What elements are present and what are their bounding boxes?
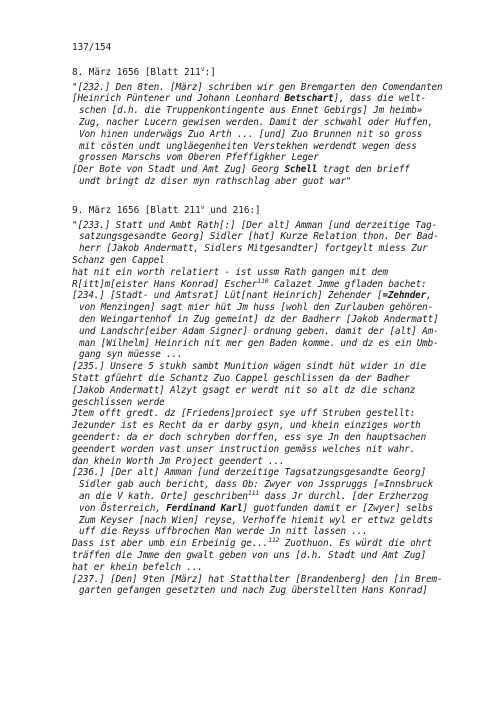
text-line	[79, 302, 433, 314]
text-run: geendert worden vast unser instruction gemäss welches nit wahr.	[72, 443, 416, 455]
text-run: [235.] Unsere 5 stukh sambt Munition wägen sindt hüt wider in die	[72, 361, 427, 373]
text-line	[79, 152, 319, 164]
text-run: träffen die Jmme den gwalt geben von uns [d.h. Stadt und Amt Zug]	[72, 549, 427, 561]
footnote-ref: 112	[268, 536, 280, 544]
text-run: [236.] [Der alt] Amman [und derzeitige Tagsatzungsgesandte Georg]	[72, 467, 427, 479]
text-run: mit cösten undt ungläegenheiten Verstekhen werdendt wegen dess	[79, 140, 417, 152]
section-heading-8-maerz	[72, 64, 216, 79]
text-line	[72, 276, 427, 291]
text-run: an die V kath. Orte] geschriben	[79, 490, 248, 502]
text-line	[72, 220, 437, 232]
text-line	[79, 117, 433, 129]
text-run: Von hinen underwägs Zuo Arth ... [und] Zuo Brunnen nit so gross	[79, 128, 423, 140]
heading-superscript: v	[200, 64, 205, 73]
text-line	[72, 373, 410, 385]
text-line	[72, 164, 410, 176]
text-run: satzungsgesandte Georg] Sidler [hat] Kurze Relation thon. Der Bad-	[79, 231, 439, 243]
bold-name: Schell	[284, 164, 318, 176]
text-line	[72, 550, 426, 562]
heading-superscript: v	[200, 202, 205, 211]
text-line	[72, 444, 415, 456]
text-run: [Jakob Andermatt] Alzyt gsagt er werdt nit so alt dz die schanz	[72, 384, 416, 396]
text-run: man [Wilhelm] Heinrich nit mer gen Baden komme. und dz es ein Umb-	[79, 337, 439, 349]
text-line	[72, 82, 442, 94]
page-number: 137/154	[72, 42, 112, 53]
text-line	[79, 585, 428, 597]
text-run: Statt gfüehrt die Schantz Zuo Cappel geschlissen da der Badher	[72, 372, 410, 384]
text-line	[72, 467, 426, 479]
text-run: Zug, nacher Lucern gewisen werden. Damit der schwahl oder Huffen,	[79, 116, 434, 128]
text-run: Sidler gab auch bericht, dass Ob: Zwyer von Jsspruggs [=Innsbruck	[79, 479, 434, 491]
text-line	[79, 105, 422, 117]
text-line	[79, 326, 439, 338]
text-line	[79, 488, 429, 503]
text-line	[79, 231, 439, 243]
text-run: Dass ist aber umb ein Erbeinig ge...	[72, 538, 269, 550]
text-run: herr [Jakob Andermatt, Sidlers Mitgesandter] fortgeylt miess Zur	[79, 243, 428, 255]
text-line	[79, 338, 439, 350]
text-run: Jezunder ist es Recht da er darby gsyn, und khein einziges worth	[72, 420, 421, 432]
text-run: "[232.] Den 8ten. [März] schriben wir gen Bremgarten den Comendanten	[72, 81, 443, 93]
text-run: hat er khein befelch ...	[72, 561, 203, 573]
footnote-ref: 110	[257, 276, 269, 285]
text-run: ] guotfunden damit er [Zwyer] selbs	[242, 502, 434, 514]
text-line	[72, 93, 426, 105]
text-run: dan khein Worth Jm Project geendert ...	[72, 455, 285, 467]
bold-name: Ferdinand Karl	[166, 502, 243, 514]
text-line	[72, 255, 165, 267]
text-run: Zuothuon. Es würdt die ohrt	[279, 538, 432, 550]
section-heading-9-maerz	[72, 202, 261, 217]
text-line	[79, 243, 428, 255]
text-line	[79, 503, 433, 515]
text-run: [237.] [Den] 9ten [März] hat Statthalter [Brandenberg] den [in Brem-	[72, 573, 443, 585]
text-run: undt bringt dz diser myn rathschlag aber guot war"	[79, 175, 352, 187]
text-run: Jtem offt gredt. dz [Friedens]proiect sye uff Struben gestellt:	[72, 408, 416, 420]
heading-text: 8. März 1656 [Blatt 211	[72, 67, 201, 78]
text-line	[72, 361, 426, 373]
text-run: ,	[426, 290, 432, 302]
text-run: von Menzingen] sagt mier hüt Jm huss [wohl den Zurlauben gehören-	[79, 302, 434, 314]
text-line	[79, 141, 417, 153]
text-line	[79, 349, 183, 361]
text-run: [Heinrich Püntener und Johann Leonhard	[72, 93, 285, 105]
text-line	[72, 267, 388, 279]
text-run: schen [d.h. die Truppenkontingente aus Ennet Gebirgs] Jm heimb»	[79, 105, 423, 117]
text-line	[72, 432, 426, 444]
text-run: Calazet Jmme gfladen bachet:	[268, 278, 427, 290]
text-run: R[itt]m[eister Hans Konrad] Escher	[72, 278, 258, 290]
text-line	[79, 176, 351, 188]
text-run: geendert: da er doch schryben dorffen, ess sye Jn den hauptsachen	[72, 431, 427, 443]
text-run: hat nit ein worth relatiert - ist ussm Rath gangen mit dem	[72, 266, 388, 278]
text-run: dass Jr durchl. [der Erzherzog	[259, 490, 429, 502]
text-line	[79, 526, 368, 538]
text-run: garten gefangen gesetzten und nach Zug überstellten Hans Konrad]	[79, 585, 428, 597]
text-line	[72, 574, 442, 586]
heading-suffix: und 216:]	[204, 205, 261, 216]
text-run: gang syn müesse ...	[79, 349, 183, 361]
heading-text: 9. März 1656 [Blatt 211	[72, 205, 201, 216]
text-run: grossen Marschs vom Oberen Pfeffigkher Leger	[79, 152, 319, 164]
text-run: Zum Keyser [nach Wien] reyse, Verhoffe hiemit wyl er ettwz geldts	[79, 514, 434, 526]
text-run: "[233.] Statt und Ambt Rath[:] [Der alt] Amman [und derzeitige Tag-	[72, 219, 437, 231]
text-run: uff die Reyss uffbrochen Man werde Jn nitt lassen ...	[79, 526, 368, 538]
text-run: tragt den brieff	[317, 164, 410, 176]
text-run: [234.] [Stadt- und Amtsrat] Lüt[nant Heinrich] Zehender [	[72, 290, 383, 302]
text-line	[79, 515, 433, 527]
bold-name: Betschart	[284, 93, 334, 105]
text-line	[79, 314, 439, 326]
text-line	[72, 290, 432, 302]
footnote-ref: 111	[247, 488, 260, 497]
text-line	[72, 397, 165, 409]
text-line	[72, 420, 421, 432]
text-run: ], dass die welt-	[333, 93, 427, 105]
text-run: von Österreich,	[79, 502, 167, 514]
text-line	[72, 538, 432, 550]
text-line	[72, 385, 415, 397]
text-run: den Weingartenhof in Zug gemeint] dz der Badherr [Jakob Andermatt]	[79, 313, 439, 325]
text-line	[72, 456, 284, 468]
heading-suffix: :]	[204, 67, 216, 78]
text-run: und Landschr[eiber Adam Signer] ordnung geben. damit der [alt] Am-	[79, 325, 439, 337]
text-line	[72, 408, 415, 420]
bold-name: =Zehnder	[382, 290, 427, 302]
text-run: Schanz gen Cappel	[72, 254, 165, 266]
text-line	[72, 562, 203, 574]
text-line	[79, 129, 422, 141]
text-run: geschlissen werde	[72, 396, 165, 408]
text-run: [Der Bote von Stadt und Amt Zug] Georg	[72, 164, 285, 176]
